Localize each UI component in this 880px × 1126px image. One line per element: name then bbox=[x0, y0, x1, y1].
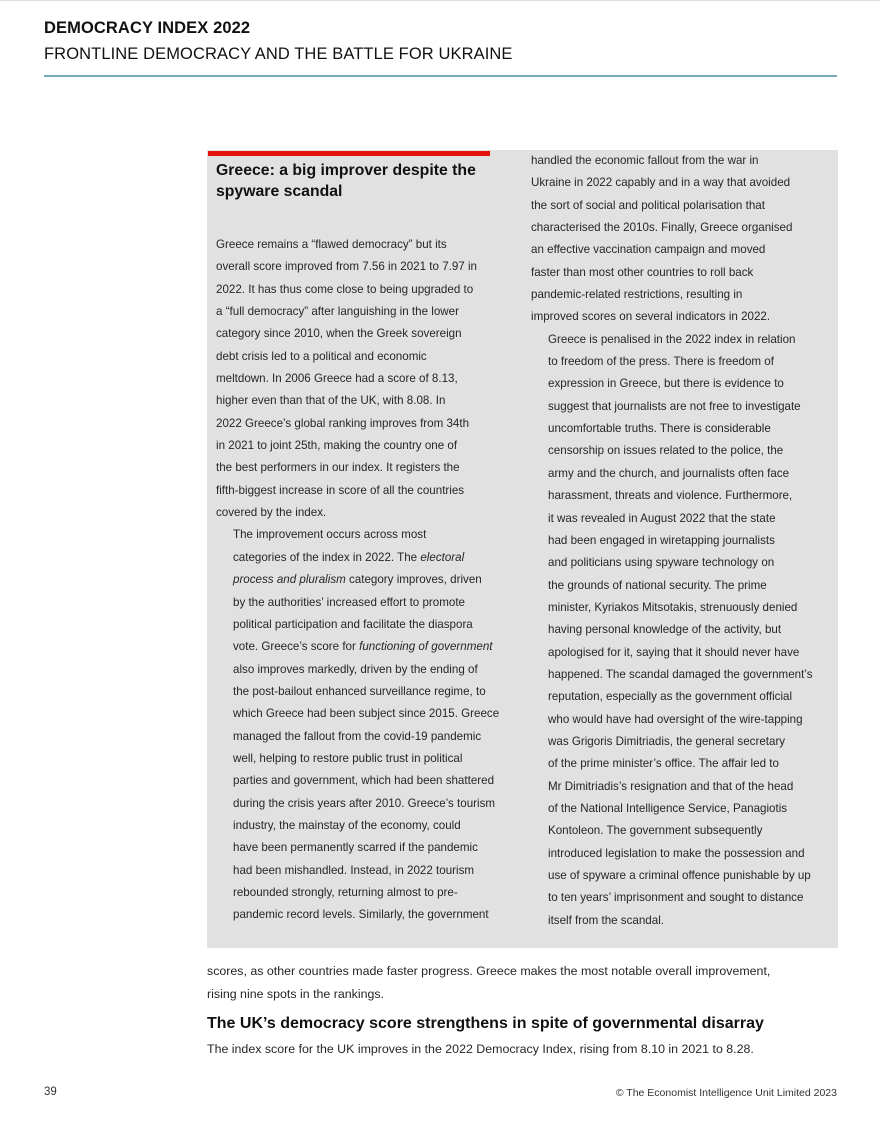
text-line: meltdown. In 2006 Greece had a score of 8.13, bbox=[216, 372, 458, 386]
text-line: a “full democracy” after languishing in the lower bbox=[216, 305, 459, 319]
text-line: pandemic record levels. Similarly, the government bbox=[233, 908, 489, 922]
text-line: well, helping to restore public trust in political bbox=[233, 751, 463, 765]
paragraph-greece-overview bbox=[216, 234, 516, 524]
text-line: category since 2010, when the Greek sovereign bbox=[216, 327, 462, 341]
text-line: in 2021 to joint 25th, making the country one of bbox=[216, 439, 458, 453]
header-rule bbox=[44, 75, 837, 77]
text-line: Greece is penalised in the 2022 index in relation bbox=[548, 332, 796, 346]
box-title-line: spyware scandal bbox=[216, 183, 343, 200]
text-line: handled the economic fallout from the war in bbox=[531, 154, 759, 167]
text-line: was Grigoris Dimitriadis, the general secretary bbox=[548, 734, 786, 748]
text-line: political participation and facilitate the diaspora bbox=[233, 617, 473, 631]
text-line: apologised for it, saying that it should never have bbox=[548, 645, 800, 659]
text-line: of the prime minister’s office. The affair led to bbox=[548, 757, 779, 771]
text-line: use of spyware a criminal offence punishable by up bbox=[548, 869, 811, 882]
text-line: the sort of social and political polarisation that bbox=[531, 198, 765, 212]
text-line: 2022. It has thus come close to being upgraded to bbox=[216, 282, 474, 296]
text-line: higher even than that of the UK, with 8.08. In bbox=[216, 394, 446, 408]
text-line: Mr Dimitriadis’s resignation and that of the head bbox=[548, 779, 794, 793]
text-line: industry, the mainstay of the economy, could bbox=[233, 818, 461, 832]
copyright-notice: © The Economist Intelligence Unit Limited 2023 bbox=[615, 1087, 837, 1099]
text-line: Kontoleon. The government subsequently bbox=[548, 824, 763, 838]
paragraph-improvement bbox=[216, 524, 516, 926]
text-line: itself from the scandal. bbox=[548, 913, 664, 927]
text-line: expression in Greece, but there is evidence to bbox=[548, 377, 784, 391]
text-line: covered by the index. bbox=[216, 506, 327, 520]
text-line: scores, as other countries made faster progress. Greece makes the most notable overall improvement, bbox=[207, 964, 771, 978]
text-line: introduced legislation to make the possession and bbox=[548, 846, 805, 860]
text-line: debt crisis led to a political and economic bbox=[216, 349, 427, 363]
text-line: rising nine spots in the rankings. bbox=[207, 987, 385, 1001]
body-continuation bbox=[207, 960, 838, 1006]
text-line: The improvement occurs across most bbox=[233, 528, 427, 542]
box-column-left bbox=[216, 234, 516, 927]
text-line: uncomfortable truths. There is considerable bbox=[548, 422, 771, 436]
text-line: had been engaged in wiretapping journalists bbox=[548, 533, 775, 547]
text-line: faster than most other countries to roll back bbox=[531, 265, 754, 279]
text-run: categories of the index in 2022. The bbox=[233, 550, 421, 564]
text-line bbox=[216, 569, 516, 591]
text-line: Greece remains a “flawed democracy” but its bbox=[216, 238, 447, 251]
text-line: during the crisis years after 2010. Greece’s tourism bbox=[233, 796, 496, 810]
text-line: had been mishandled. Instead, in 2022 tourism bbox=[233, 863, 475, 877]
text-line: the post-bailout enhanced surveillance regime, to bbox=[233, 684, 486, 698]
text-line: pandemic-related restrictions, resulting in bbox=[531, 288, 743, 302]
text-line: parties and government, which had been shattered bbox=[233, 774, 495, 788]
italic-term: process and pluralism bbox=[233, 573, 346, 587]
page-number: 39 bbox=[44, 1086, 57, 1098]
box-column-right bbox=[531, 150, 831, 932]
section-heading-uk: The UK’s democracy score strengthens in spite of governmental disarray bbox=[207, 1015, 764, 1032]
paragraph-continuation bbox=[531, 150, 831, 329]
text-line: harassment, threats and violence. Furthermore, bbox=[548, 489, 793, 503]
report-title: DEMOCRACY INDEX 2022 bbox=[44, 19, 251, 37]
text-line: to freedom of the press. There is freedom of bbox=[548, 355, 774, 369]
text-line: 2022 Greece’s global ranking improves from 34th bbox=[216, 416, 470, 430]
report-subtitle: FRONTLINE DEMOCRACY AND THE BATTLE FOR UKRAINE bbox=[44, 45, 513, 63]
text-run: vote. Greece’s score for bbox=[233, 640, 360, 654]
uk-paragraph: The index score for the UK improves in the 2022 Democracy Index, rising from 8.10 in 2021 to 8.28. bbox=[207, 1042, 754, 1056]
italic-term: functioning of government bbox=[359, 640, 493, 654]
text-line: who would have had oversight of the wire-tapping bbox=[548, 712, 803, 726]
top-border bbox=[0, 0, 880, 1]
text-line: also improves markedly, driven by the ending of bbox=[233, 662, 478, 676]
text-line: and politicians using spyware technology on bbox=[548, 556, 775, 570]
text-line bbox=[216, 547, 516, 569]
text-line: of the National Intelligence Service, Panagiotis bbox=[548, 801, 788, 815]
text-line bbox=[216, 636, 516, 658]
text-line: characterised the 2010s. Finally, Greece organised bbox=[531, 221, 793, 235]
text-line: an effective vaccination campaign and moved bbox=[531, 243, 766, 257]
text-line: overall score improved from 7.56 in 2021 to 7.97 in bbox=[216, 260, 478, 274]
text-line: have been permanently scarred if the pandemic bbox=[233, 841, 478, 855]
text-line: the best performers in our index. It registers the bbox=[216, 461, 460, 475]
text-line: to ten years’ imprisonment and sought to distance bbox=[548, 891, 804, 905]
text-line: it was revealed in August 2022 that the state bbox=[548, 511, 776, 525]
text-line: happened. The scandal damaged the government’s bbox=[548, 667, 813, 681]
text-line: having personal knowledge of the activity, but bbox=[548, 623, 782, 637]
text-line: suggest that journalists are not free to investigate bbox=[548, 399, 801, 413]
text-line: managed the fallout from the covid-19 pandemic bbox=[233, 729, 482, 743]
text-line: Ukraine in 2022 capably and in a way that avoided bbox=[531, 176, 791, 190]
text-line: by the authorities’ increased effort to promote bbox=[233, 595, 466, 609]
text-line: improved scores on several indicators in 2022. bbox=[531, 310, 771, 324]
paragraph-press-freedom bbox=[531, 329, 831, 932]
text-line: reputation, especially as the government official bbox=[548, 690, 793, 704]
text-line: army and the church, and journalists often face bbox=[548, 466, 790, 480]
text-run: category improves, driven bbox=[345, 573, 482, 587]
text-line: fifth-biggest increase in score of all the countries bbox=[216, 483, 465, 497]
box-red-accent-bar bbox=[208, 151, 490, 156]
italic-term: electoral bbox=[420, 550, 465, 564]
box-title-line: Greece: a big improver despite the bbox=[216, 162, 476, 179]
text-line: which Greece had been subject since 2015. Greece bbox=[233, 707, 500, 721]
box-title bbox=[216, 160, 506, 202]
text-line: minister, Kyriakos Mitsotakis, strenuously denied bbox=[548, 600, 798, 614]
text-line: the grounds of national security. The prime bbox=[548, 578, 767, 592]
text-line: censorship on issues related to the police, the bbox=[548, 444, 784, 458]
text-line: rebounded strongly, returning almost to pre- bbox=[233, 885, 458, 899]
